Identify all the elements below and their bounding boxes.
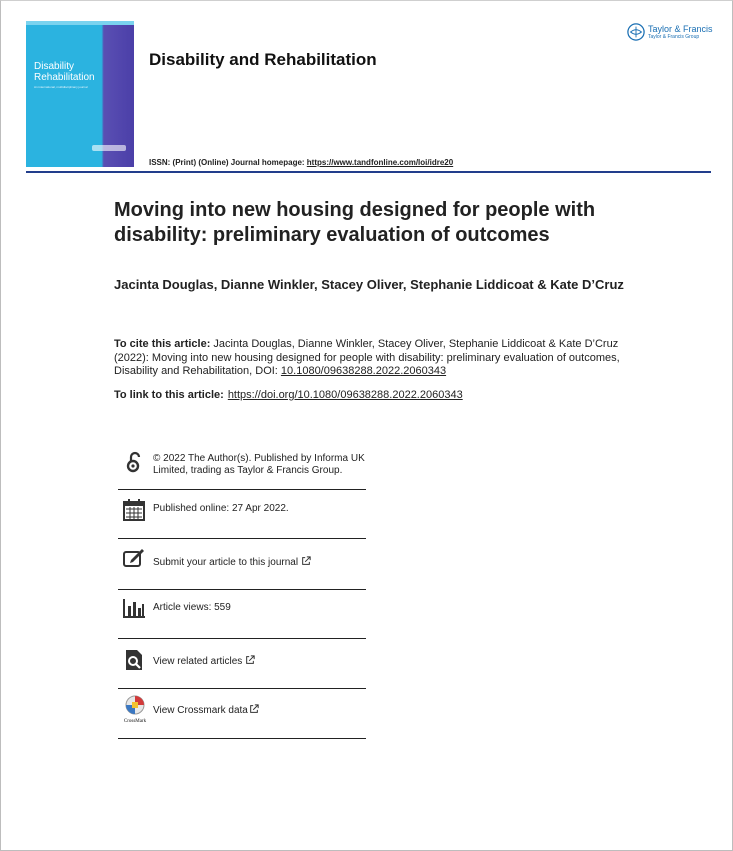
external-link-icon	[301, 556, 311, 566]
crossmark-logo-icon	[121, 695, 149, 715]
bar-chart-icon	[122, 596, 146, 620]
cover-publisher-logo	[92, 145, 126, 151]
crossmark-icon	[121, 695, 149, 723]
external-link-icon	[249, 704, 259, 714]
cover-title-line1: Disability	[34, 61, 75, 72]
publisher-group: Taylor & Francis Group	[648, 34, 700, 40]
external-link-icon	[245, 655, 255, 665]
cover-top-stripe	[26, 21, 134, 25]
issn-text: ISSN: (Print) (Online) Journal homepage:	[149, 158, 307, 167]
article-views-count: Article views: 559	[153, 602, 231, 613]
citation-block	[114, 338, 634, 379]
cite-text: Jacinta Douglas, Dianne Winkler, Stacey Oliver, Stephanie Liddicoat & Kate D’Cruz (2022): Moving into new housing designed for people with disability: preliminary evaluation of outcomes, Disability and Rehabilitation, DOI:	[114, 338, 620, 377]
submit-article-link[interactable]	[153, 556, 311, 569]
related-articles-label: View related articles	[153, 656, 243, 667]
taylor-francis-circle-icon	[627, 23, 645, 41]
info-divider	[118, 638, 366, 639]
article-title: Moving into new housing designed for people with disability: preliminary evaluation of outcomes	[114, 199, 596, 246]
copyright-text: © 2022 The Author(s). Published by Informa UK Limited, trading as Taylor & Francis Group.	[153, 453, 365, 476]
open-access-icon	[122, 451, 146, 475]
journal-title: Disability and Rehabilitation	[149, 50, 377, 69]
journal-homepage-link[interactable]: https://www.tandfonline.com/loi/idre20	[306, 158, 454, 167]
related-articles-link[interactable]	[153, 655, 255, 668]
publisher-name: Taylor & Francis	[648, 24, 713, 34]
crossmark-logo-text: CrossMark	[123, 719, 147, 724]
published-date: Published online: 27 Apr 2022.	[153, 503, 289, 514]
crossmark-label: View Crossmark data	[153, 705, 248, 716]
cite-label: To cite this article:	[114, 338, 211, 350]
cite-doi-link[interactable]: 10.1080/09638288.2022.2060343	[280, 365, 447, 377]
journal-cover-image	[26, 21, 134, 167]
article-doi-link[interactable]: https://doi.org/10.1080/09638288.2022.2060343	[227, 389, 463, 401]
info-divider	[118, 589, 366, 590]
submit-article-label: Submit your article to this journal	[153, 557, 299, 568]
crossmark-link[interactable]	[153, 704, 259, 717]
article-authors: Jacinta Douglas, Dianne Winkler, Stacey Oliver, Stephanie Liddicoat & Kate D’Cruz	[114, 277, 624, 292]
taylor-francis-logo[interactable]	[627, 23, 713, 41]
issn-line	[149, 158, 453, 167]
info-divider	[118, 538, 366, 539]
edit-icon	[122, 546, 146, 570]
search-document-icon	[122, 648, 146, 672]
cover-title-line2: Rehabilitation	[34, 72, 95, 83]
info-divider	[118, 688, 366, 689]
link-label: To link to this article:	[114, 389, 224, 401]
cover-subtitle: An international, multidisciplinary journal	[34, 85, 88, 89]
info-divider	[118, 489, 366, 490]
article-link-line	[114, 389, 463, 401]
info-divider	[118, 738, 366, 739]
calendar-icon	[122, 498, 146, 522]
header-divider	[26, 171, 711, 173]
